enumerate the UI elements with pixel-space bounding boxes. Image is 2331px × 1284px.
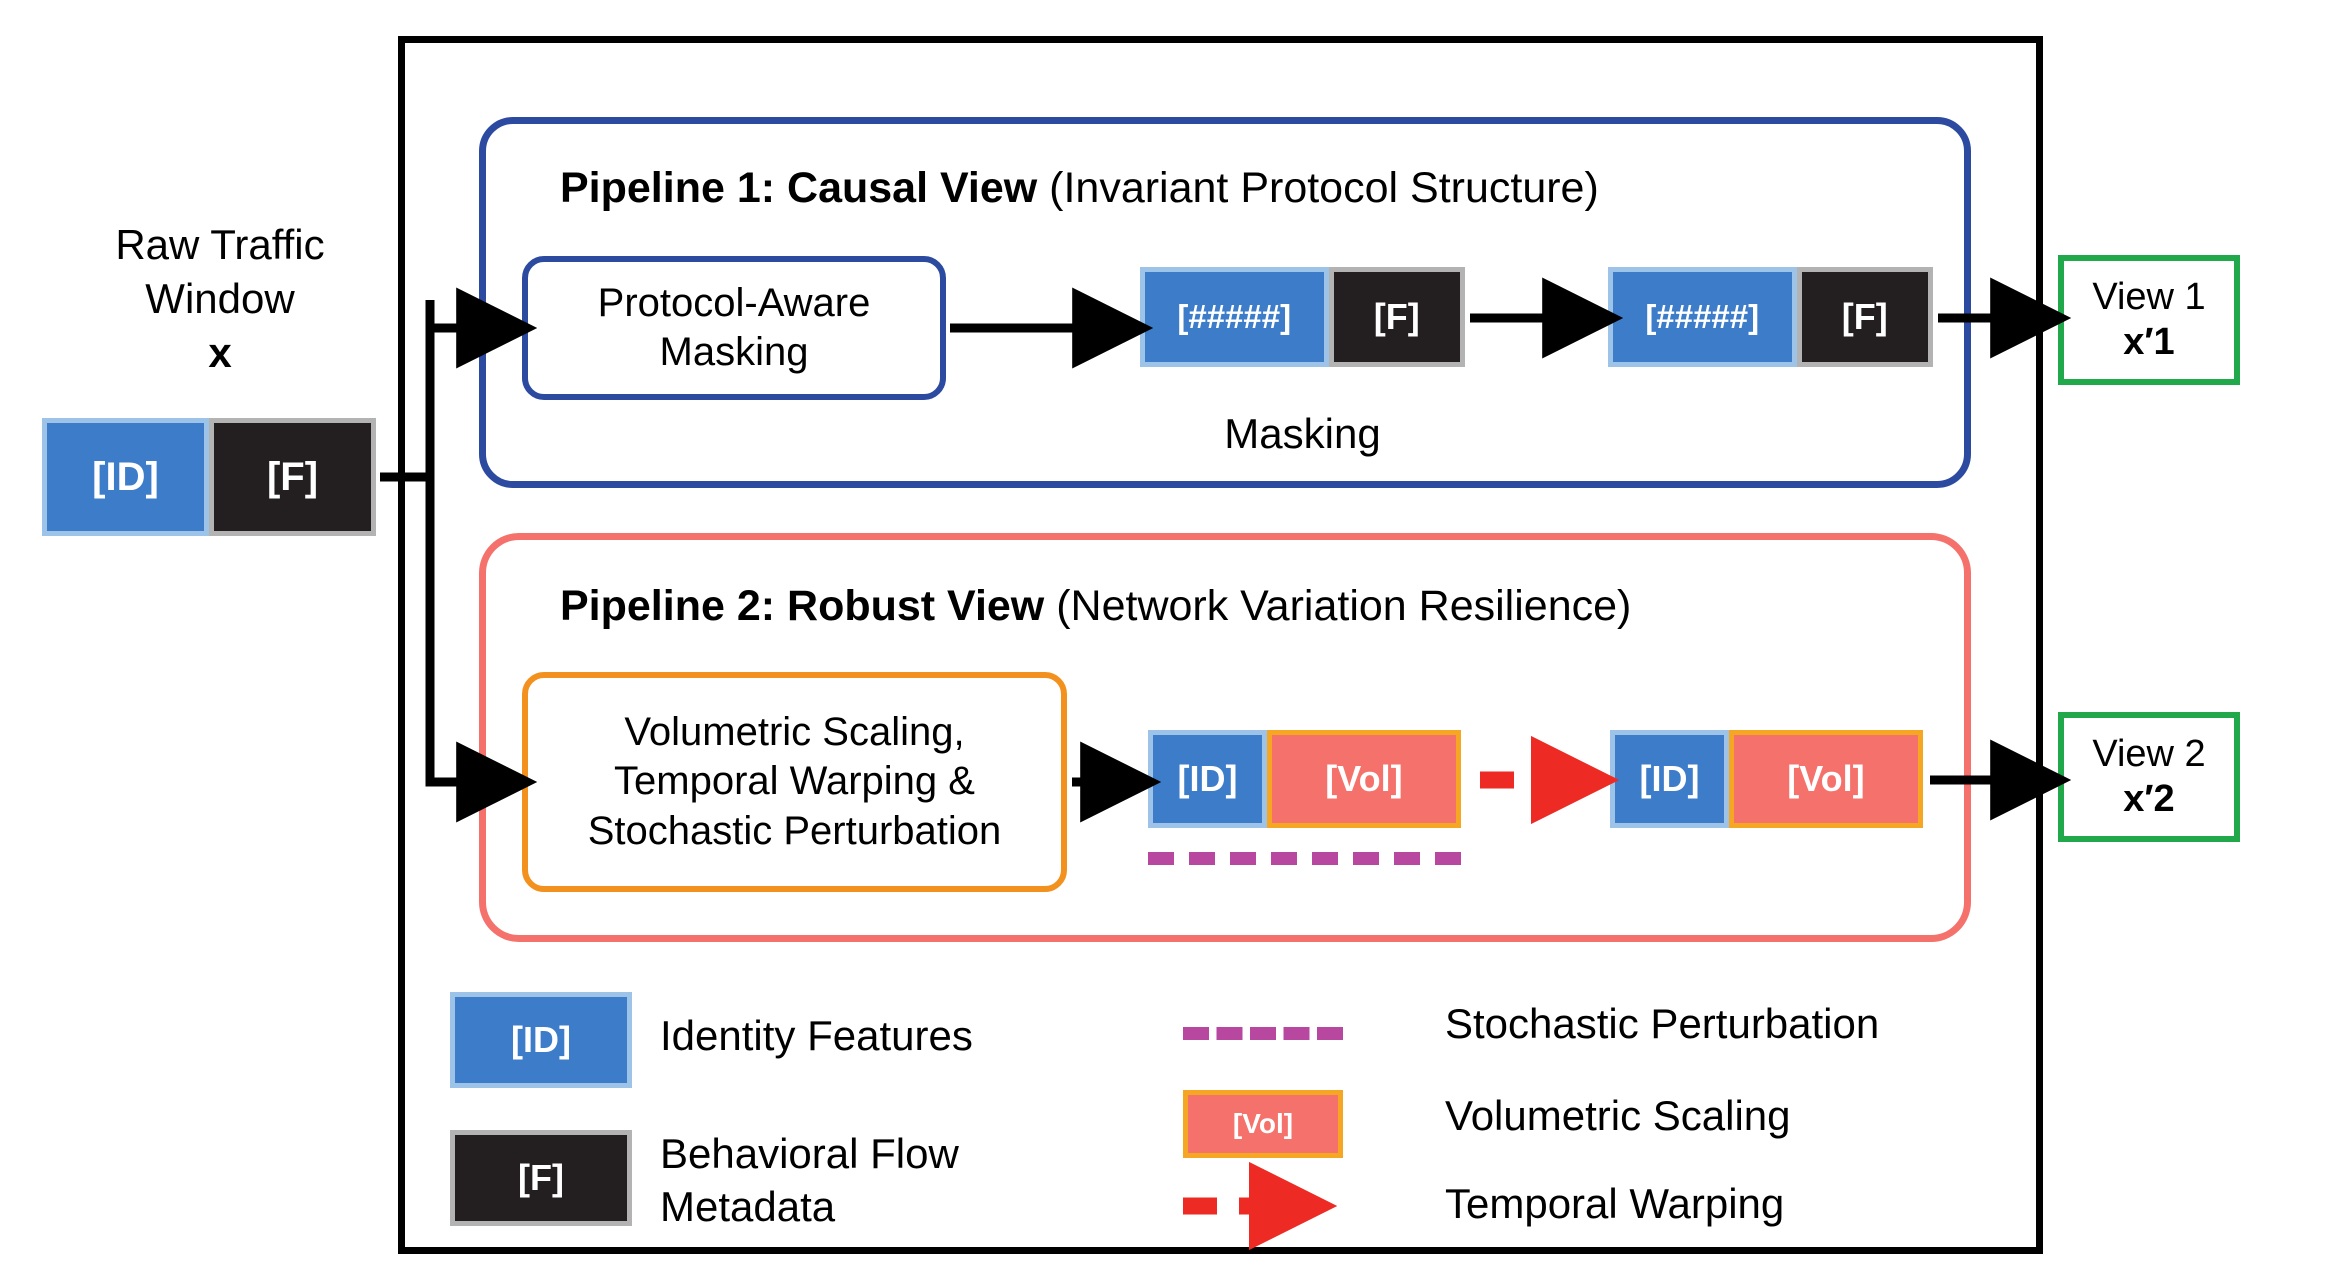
pipeline-2-title-bold: Pipeline 2: Robust View <box>560 582 1045 630</box>
stochastic-perturbation-marker <box>1148 852 1461 865</box>
pipeline-1-title <box>560 164 1599 213</box>
aug-box-line1: Volumetric Scaling, <box>624 709 965 754</box>
legend-temporal-warping-text: Temporal Warping <box>1445 1180 1785 1227</box>
legend-volumetric-chip-label: [Vol] <box>1183 1090 1343 1158</box>
augmented-token-2 <box>1610 730 1923 828</box>
augmented-token-1 <box>1148 730 1461 828</box>
view-1-output <box>2058 255 2240 385</box>
legend-identity-chip <box>450 992 632 1088</box>
mask-box-line1: Protocol-Aware <box>597 281 871 326</box>
augmented-token-2-volumetric-segment: [Vol] <box>1729 730 1923 828</box>
pipeline-2-title <box>560 582 1631 631</box>
view-2-output <box>2058 712 2240 842</box>
augmented-token-1-identity-segment: [ID] <box>1148 730 1267 828</box>
legend-flow-text-line1: Behavioral Flow <box>660 1130 959 1177</box>
raw-input-token <box>42 418 376 536</box>
legend-volumetric-text: Volumetric Scaling <box>1445 1092 1791 1139</box>
view-1-symbol: x′1 <box>2123 321 2175 363</box>
legend-flow-text-line2: Metadata <box>660 1182 836 1230</box>
raw-input-symbol: x <box>208 328 232 376</box>
masked-token-1-mask-segment: [#####] <box>1140 267 1329 367</box>
augmentation-box <box>522 672 1067 892</box>
legend-flow-chip <box>450 1130 632 1226</box>
legend-volumetric-chip <box>1183 1090 1343 1158</box>
legend-identity-text: Identity Features <box>660 1012 973 1059</box>
masked-token-2-mask-segment: [#####] <box>1608 267 1797 367</box>
raw-label-line2: Window <box>145 274 295 322</box>
raw-traffic-window-label <box>60 218 380 379</box>
legend-perturbation-text: Stochastic Perturbation <box>1445 1000 1880 1047</box>
legend-identity-chip-label: [ID] <box>450 992 632 1088</box>
masked-token-1 <box>1140 267 1465 367</box>
legend-flow-text <box>660 1128 959 1233</box>
aug-box-line2: Temporal Warping & <box>614 759 975 804</box>
masked-token-1-flow-segment: [F] <box>1329 267 1466 367</box>
aug-box-line3: Stochastic Perturbation <box>587 808 1002 853</box>
raw-label-line1: Raw Traffic <box>115 221 325 268</box>
masking-caption: Masking <box>1224 410 1381 457</box>
pipeline-1-title-bold: Pipeline 1: Causal View <box>560 164 1038 212</box>
masked-token-2 <box>1608 267 1933 367</box>
view-1-label: View 1 <box>2092 276 2206 319</box>
pipeline-2-title-rest: (Network Variation Resilience) <box>1044 582 1632 630</box>
augmented-token-2-identity-segment: [ID] <box>1610 730 1729 828</box>
raw-token-flow-segment: [F] <box>209 418 376 536</box>
view-2-label: View 2 <box>2092 733 2206 776</box>
protocol-aware-masking-box <box>522 256 946 400</box>
legend-flow-chip-label: [F] <box>450 1130 632 1226</box>
legend-perturbation-swatch <box>1183 1027 1343 1040</box>
mask-box-line2: Masking <box>659 330 809 374</box>
view-2-symbol: x′2 <box>2123 778 2175 820</box>
pipeline-1-title-rest: (Invariant Protocol Structure) <box>1037 164 1599 212</box>
augmented-token-1-volumetric-segment: [Vol] <box>1267 730 1461 828</box>
raw-token-identity-segment: [ID] <box>42 418 209 536</box>
masked-token-2-flow-segment: [F] <box>1797 267 1934 367</box>
